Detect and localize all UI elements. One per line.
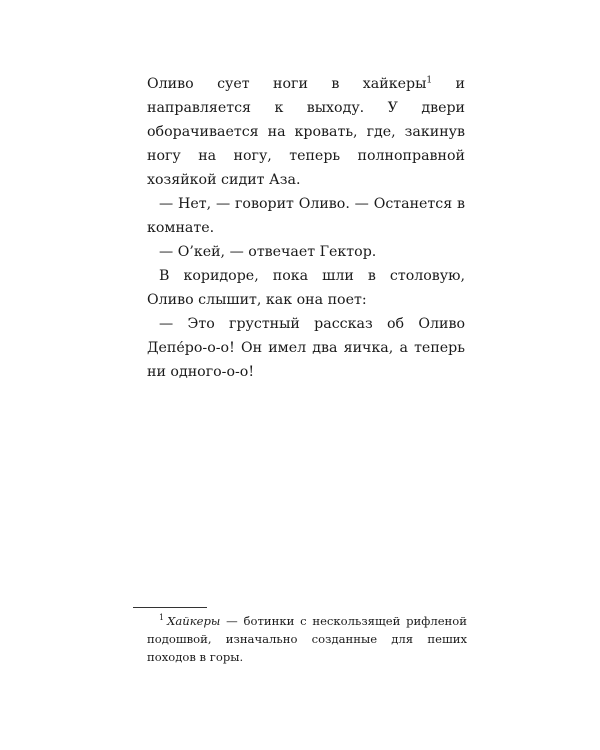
paragraph-2: — Нет, — говорит Оливо. — Останется в комнате.: [147, 196, 465, 236]
footnote-mark: 1: [159, 613, 165, 623]
paragraph-5: — Это грустный рассказ об Оливо Депе́ро-о-о! Он имел два яичка, а теперь ни одного-о-о!: [147, 316, 465, 380]
paragraph-1-text-end: и направляется к выходу. У двери оборачивается на кровать, где, закинув ногу на ногу, теперь полноправной хозяйкой сидит Аза.: [147, 76, 465, 188]
paragraph-3: — О’кей, — отвечает Гектор.: [159, 244, 377, 260]
main-text: [147, 72, 465, 384]
footnote: [147, 612, 467, 666]
footnote-paragraph: [147, 612, 467, 666]
footnote-text: — ботинки с нескользящей рифленой подошвой, изначально созданные для пеших походов в горы.: [147, 614, 467, 664]
paragraph-1: [147, 72, 465, 192]
paragraph-1-text-start: Оливо сует ноги в хайкеры: [147, 76, 427, 92]
paragraph-4: В коридоре, пока шли в столовую, Оливо слышит, как она поет:: [147, 268, 465, 308]
footnote-divider: [133, 607, 207, 608]
footnote-term: Хайкеры: [167, 614, 221, 628]
footnote-reference: 1: [426, 75, 433, 86]
